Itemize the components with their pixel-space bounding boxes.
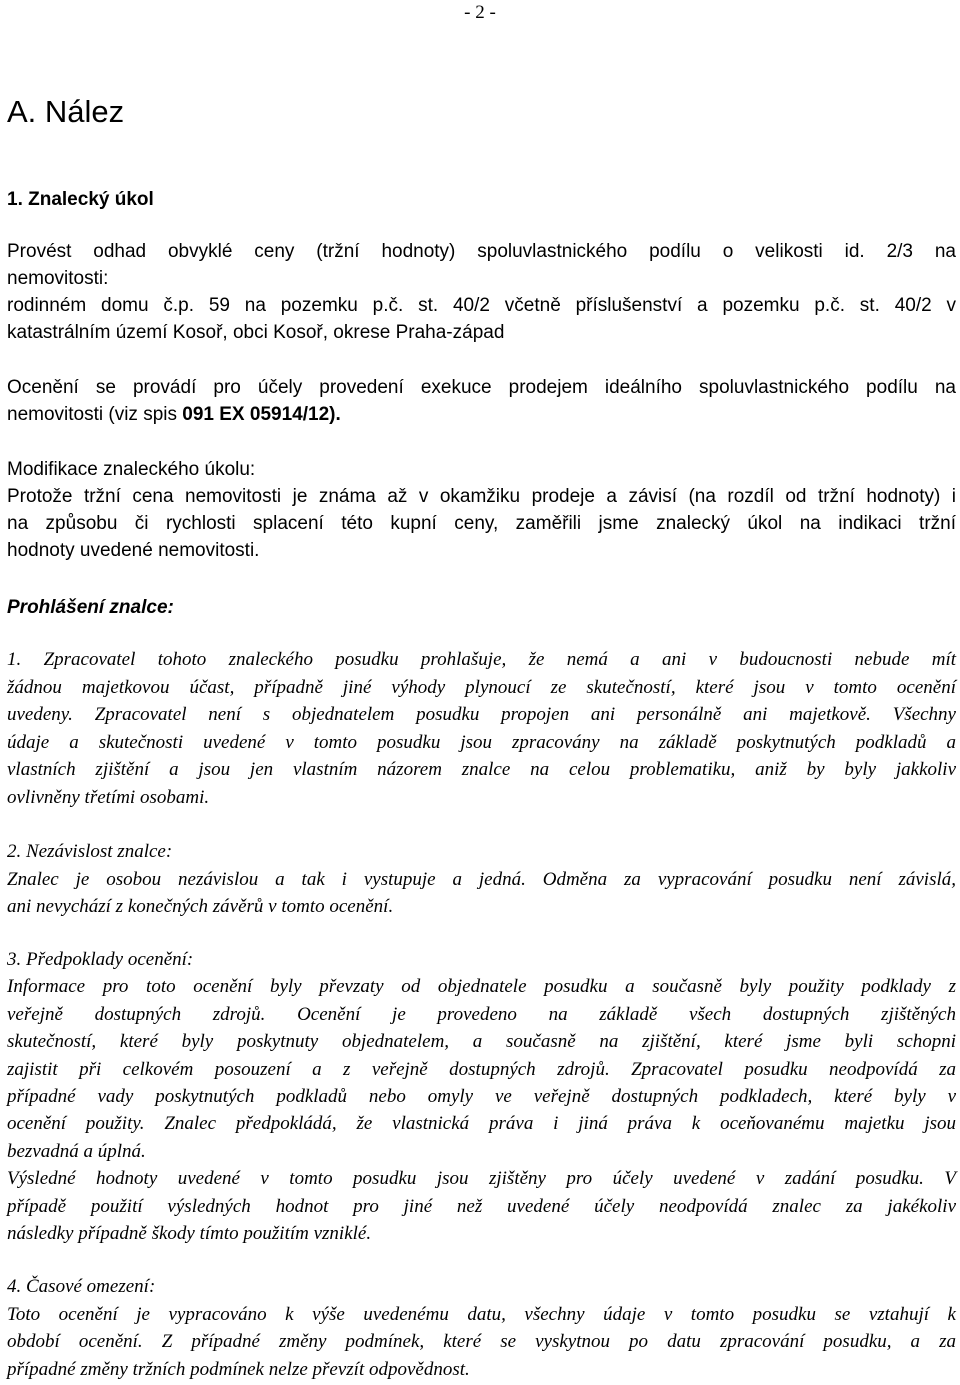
declaration-line: údaje a skutečnosti uvedené v tomto posudku jsou zpracovány na základě poskytnutých podkladů a — [7, 731, 956, 753]
purpose-prefix: nemovitosti (viz spis — [7, 404, 183, 425]
assumptions-line: následky případně škody tímto použitím vzniklé. — [7, 1223, 372, 1245]
assumptions-line: veřejně dostupných zdrojů. Ocenění je provedeno na základě všech dostupných zjištěných — [7, 1003, 956, 1025]
modification-line: hodnoty uvedené nemovitosti. — [7, 540, 260, 561]
modification-line: Protože tržní cena nemovitosti je známa až v okamžiku prodeje a závisí (na rozdíl od tržní hodnoty) i — [7, 486, 956, 507]
declaration-line: vlastních zjištění a jsou jen vlastním názorem znalce na celou problematiku, aniž by byly jakkoliv — [7, 759, 956, 780]
section-title-declaration: Prohlášení znalce: — [7, 597, 174, 618]
time-limit-line: případné změny tržních podmínek nelze převzít odpovědnost. — [7, 1358, 470, 1380]
assumptions-title: 3. Předpoklady ocenění: — [7, 949, 194, 970]
independence-line: Znalec je osobou nezávislou a tak i vystupuje a jedná. Odměna za vypracování posudku není závislá, — [7, 868, 956, 890]
assumptions-line: ocenění použity. Znalec předpokládá, že vlastnická práva i jiná práva k oceňovanému majetku jsou — [7, 1113, 956, 1135]
property-line: rodinném domu č.p. 59 na pozemku p.č. st. 40/2 včetně příslušenství a pozemku p.č. st. 40/2 v — [7, 295, 956, 316]
property-description — [7, 292, 956, 346]
assumptions-line: zajistit při celkovém posouzení a z veřejně dostupných zdrojů. Zpracovatel posudku neodpovídá za — [7, 1058, 956, 1080]
modification-line: na způsobu či rychlosti splacení této kupní ceny, zaměřili jsme znalecký úkol na indikaci tržní — [7, 513, 956, 534]
assumptions-line: Informace pro toto ocenění byly převzaty od objednatele posudku a současně byly použity podklady z — [7, 976, 956, 998]
task-intro — [7, 238, 956, 292]
assumptions-line: případné vady poskytnutých podkladů nebo omyly ve veřejně dostupných podkladech, které byly v — [7, 1086, 956, 1108]
time-limit-line: Toto ocenění je vypracováno k výše uvedenému datu, všechny údaje v tomto posudku se vztahují k — [7, 1303, 956, 1325]
task-modification — [7, 456, 956, 564]
assumptions-line: případě použití výsledných hodnot pro jiné než uvedené účely neodpovídá znalec za jakékoliv — [7, 1195, 956, 1217]
case-reference: 091 EX 05914/12). — [182, 404, 341, 425]
time-limit-line: období ocenění. Z případné změny podmínek, které se vyskytnou po datu zpracování posudku, a za — [7, 1331, 956, 1352]
assumptions-line: Výsledné hodnoty uvedené v tomto posudku jsou zjištěny pro účely uvedené v zadání posudku. V — [7, 1168, 956, 1190]
page-title: A. Nález — [7, 94, 125, 129]
section-title-task: 1. Znalecký úkol — [7, 189, 154, 210]
declaration-line: ovlivněny třetími osobami. — [7, 786, 210, 808]
assumptions-line: bezvadná a úplná. — [7, 1140, 146, 1162]
declaration-line: 1. Zpracovatel tohoto znaleckého posudku prohlašuje, že nemá a ani v budoucnosti nebude mít — [7, 649, 956, 670]
assumptions-line: skutečností, které byly poskytnuty objednatelem, a současně na zjištění, které jsme byli schopni — [7, 1031, 956, 1053]
declaration-line: uvedeny. Zpracovatel není s objednatelem posudku propojen ani personálně ani majetkově. Všechny — [7, 704, 956, 725]
declaration-paragraph-4 — [7, 1273, 956, 1383]
task-intro-line: nemovitosti: — [7, 268, 109, 289]
time-limit-title: 4. Časové omezení: — [7, 1276, 156, 1297]
independence-title: 2. Nezávislost znalce: — [7, 841, 173, 862]
declaration-paragraph-1 — [7, 646, 956, 811]
page-number: - 2 - — [464, 2, 496, 23]
declaration-paragraph-3 — [7, 946, 956, 1247]
property-line: katastrálním území Kosoř, obci Kosoř, okrese Praha-západ — [7, 322, 505, 343]
purpose-line: Ocenění se provádí pro účely provedení exekuce prodejem ideálního spoluvlastnického podílu na — [7, 377, 956, 398]
modification-title: Modifikace znaleckého úkolu: — [7, 459, 256, 480]
declaration-paragraph-2 — [7, 838, 956, 921]
independence-line: ani nevychází z konečných závěrů v tomto ocenění. — [7, 896, 394, 917]
purpose-line — [7, 401, 956, 428]
task-intro-line: Provést odhad obvyklé ceny (tržní hodnoty) spoluvlastnického podílu o velikosti id. 2/3 na — [7, 241, 956, 262]
valuation-purpose — [7, 374, 956, 428]
declaration-line: žádnou majetkovou účast, případně jiné výhody plynoucí ze skutečností, které jsou v tomto ocenění — [7, 676, 956, 698]
